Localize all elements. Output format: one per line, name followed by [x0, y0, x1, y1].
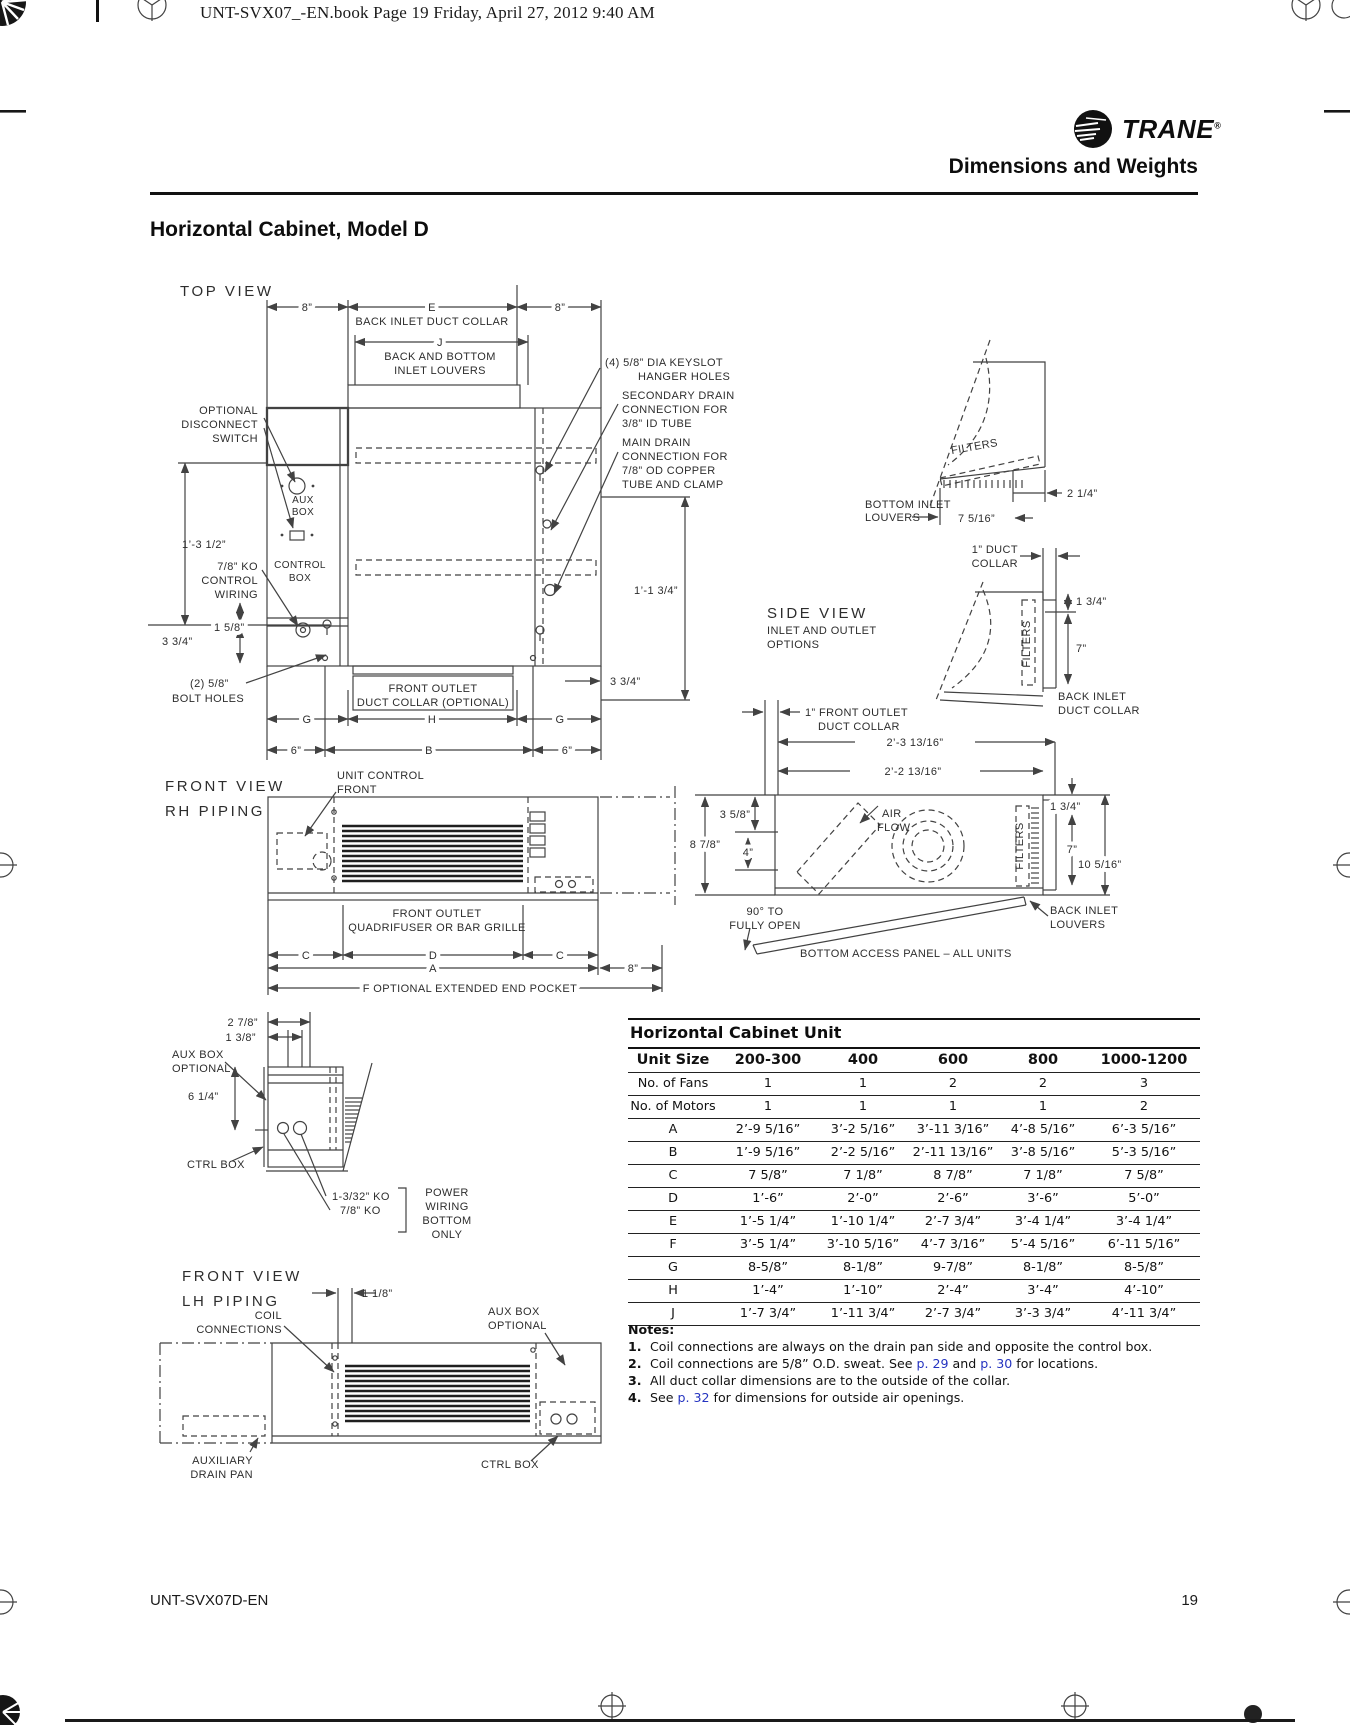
secondary-drain-label: SECONDARY DRAIN [622, 390, 735, 402]
back-inlet-duct-collar-label: BACK INLET [1058, 691, 1127, 703]
fully-open-label: 90° TO [746, 906, 784, 918]
note-text-part: Coil connections are 5/8” O.D. sweat. See [650, 1356, 917, 1371]
edge-target-icon [1333, 1590, 1350, 1614]
filter-door-detail [865, 340, 1098, 525]
table-cell: 2’-11 13/16” [908, 1142, 998, 1165]
note-number: 1. [628, 1339, 642, 1354]
main-drain-label: MAIN DRAIN [622, 437, 691, 449]
edge-target-icon [0, 853, 17, 877]
table-cell: 1 [718, 1096, 818, 1119]
link-p32[interactable]: p. 32 [677, 1390, 710, 1405]
filters-label: FILTERS [950, 437, 999, 458]
keyslot-label: (4) 5/8” DIA KEYSLOT [605, 357, 724, 369]
dim-4: 4” [742, 847, 754, 859]
col-header-200-300: 200-300 [718, 1049, 818, 1073]
table-cell: 8-5/8” [1088, 1257, 1200, 1280]
table-cell: 3’-10 5/16” [818, 1234, 908, 1257]
bolt-holes-label: (2) 5/8” [190, 678, 229, 690]
table-cell: 4’-11 3/4” [1088, 1303, 1200, 1326]
note-number: 3. [628, 1373, 642, 1388]
table-row [628, 1211, 1200, 1234]
table-row [628, 1142, 1200, 1165]
bottom-target-icon [1061, 1692, 1089, 1720]
control-box-label: BOX [288, 573, 312, 584]
front-outlet-grille-label: FRONT OUTLET [392, 908, 482, 920]
registration-target-icon [1292, 0, 1320, 21]
secondary-drain-label: 3/8” ID TUBE [622, 418, 693, 430]
dim-2-3-13-16: 2’-3 13/16” [886, 737, 944, 749]
table-cell: 2’-6” [908, 1188, 998, 1211]
dim-e: E [428, 302, 436, 314]
table-cell: 3’-4 1/4” [998, 1211, 1088, 1234]
dim-8-7-8: 8 7/8” [689, 839, 721, 851]
ctrl-box-label: CTRL BOX [187, 1159, 245, 1171]
front-outlet-collar-label: DUCT COLLAR (OPTIONAL) [356, 697, 510, 709]
note-text-part: for locations. [1012, 1356, 1099, 1371]
filters-label: FILTERS [1021, 620, 1033, 668]
table-cell: 3’-6” [998, 1188, 1088, 1211]
dim-8-left: 8” [301, 302, 313, 314]
note-text-part: and [948, 1356, 981, 1371]
dim-1-3-1-2: 1’-3 1/2” [182, 539, 226, 551]
col-header-400: 400 [818, 1049, 908, 1073]
table-cell: 2 [998, 1073, 1088, 1096]
table-cell: 4’-10” [1088, 1280, 1200, 1303]
table-cell: 3 [1088, 1073, 1200, 1096]
dimensions-table [628, 1018, 1200, 1326]
table-cell: 1’-7 3/4” [718, 1303, 818, 1326]
table-cell: 1’-10” [818, 1280, 908, 1303]
dim-2-1-4: 2 1/4” [1067, 488, 1098, 500]
table-cell: 1 [998, 1096, 1088, 1119]
front-outlet-collar-label: 1” FRONT OUTLET [805, 707, 908, 719]
table-cell: 3’-8 5/16” [998, 1142, 1088, 1165]
trane-wordmark: TRANE® [1122, 113, 1222, 144]
dim-6-1-4: 6 1/4” [188, 1091, 219, 1103]
bolt-holes-label: BOLT HOLES [172, 693, 245, 705]
back-bottom-louvers-label: BACK AND BOTTOM [384, 351, 496, 363]
front-view-lh [160, 1268, 601, 1481]
coil-connections-label: CONNECTIONS [196, 1324, 282, 1336]
secondary-drain-label: CONNECTION FOR [622, 404, 728, 416]
dim-j: J [437, 337, 443, 349]
aux-box-label: BOX [291, 507, 315, 518]
section-heading: Dimensions and Weights [948, 155, 1198, 178]
aux-box-optional-label: AUX BOX [172, 1049, 224, 1061]
side-view-subtitle: OPTIONS [767, 639, 820, 651]
table-cell: 4’-7 3/16” [908, 1234, 998, 1257]
main-drain-label: TUBE AND CLAMP [622, 479, 724, 491]
bottom-scan-bar [65, 1719, 1295, 1722]
dim-3-3-4-right: 3 3/4” [610, 676, 641, 688]
note-item [628, 1390, 1203, 1406]
front-view-rh-title: RH PIPING [165, 803, 266, 820]
table-cell: 9-7/8” [908, 1257, 998, 1280]
knockout-label: 7/8” KO [340, 1205, 381, 1217]
disconnect-switch-label: OPTIONAL [199, 405, 258, 417]
row-label: A [628, 1119, 718, 1142]
dim-8-right: 8” [554, 302, 566, 314]
table-cell: 8 7/8” [908, 1165, 998, 1188]
note-item [628, 1356, 1203, 1372]
table-row [628, 1073, 1200, 1096]
table-cell: 5’-3 5/16” [1088, 1142, 1200, 1165]
table-cell: 1’-11 3/4” [818, 1303, 908, 1326]
row-label: No. of Fans [628, 1073, 718, 1096]
dim-2-2-13-16: 2’-2 13/16” [884, 766, 942, 778]
main-drain-label: 7/8” OD COPPER [622, 465, 716, 477]
table-cell: 2’-7 3/4” [908, 1303, 998, 1326]
keyslot-label: HANGER HOLES [638, 371, 731, 383]
table-row [628, 1234, 1200, 1257]
edge-tick [0, 110, 26, 113]
table-cell: 2’-4” [908, 1280, 998, 1303]
dim-10-5-16: 10 5/16” [1078, 859, 1122, 871]
front-view-rh-title: FRONT VIEW [165, 778, 285, 795]
registered-mark: ® [1214, 119, 1222, 130]
row-label: F [628, 1234, 718, 1257]
side-view-main-linework [600, 700, 1110, 954]
aux-box-optional-label: OPTIONAL [172, 1063, 231, 1075]
table-row [628, 1188, 1200, 1211]
book-header-line: UNT-SVX07_-EN.book Page 19 Friday, April 27, 2012 9:40 AM [200, 3, 655, 22]
table-cell: 2’-0” [818, 1188, 908, 1211]
ko-control-wiring-label: CONTROL [201, 575, 258, 587]
front-outlet-grille-label: QUADRIFUSER OR BAR GRILLE [348, 922, 526, 934]
side-view-options-linework [936, 548, 1080, 706]
front-outlet-collar-label: FRONT OUTLET [388, 683, 478, 695]
registration-partial-circle [1332, 0, 1350, 18]
row-label: H [628, 1280, 718, 1303]
table-cell: 1 [818, 1096, 908, 1119]
dim-a: A [429, 963, 437, 975]
dim-7-top: 7” [1076, 643, 1087, 655]
ko-control-wiring-label: WIRING [214, 589, 258, 601]
table-cell: 1’-10 1/4” [818, 1211, 908, 1234]
row-label: G [628, 1257, 718, 1280]
row-label: B [628, 1142, 718, 1165]
edge-target-icon [1333, 853, 1350, 877]
unit-control-label: FRONT [337, 784, 377, 796]
col-header-800: 800 [998, 1049, 1088, 1073]
table-cell: 1’-4” [718, 1280, 818, 1303]
back-inlet-duct-collar-label: BACK INLET DUCT COLLAR [355, 316, 509, 328]
unit-control-label: UNIT CONTROL [337, 770, 425, 782]
dim-1-5-8: 1 5/8” [214, 622, 245, 634]
notes-section [628, 1322, 1203, 1407]
table-cell: 3’-4 1/4” [1088, 1211, 1200, 1234]
link-p29[interactable]: p. 29 [916, 1356, 949, 1371]
back-bottom-louvers-label: INLET LOUVERS [394, 365, 486, 377]
dim-1-1-3-4: 1’-1 3/4” [634, 585, 678, 597]
dim-b: B [425, 745, 433, 757]
table-cell: 3’-5 1/4” [718, 1234, 818, 1257]
table-cell: 2 [908, 1073, 998, 1096]
dim-g-right: G [555, 714, 565, 726]
main-drain-label: CONNECTION FOR [622, 451, 728, 463]
note-item [628, 1373, 1203, 1389]
registration-pinwheel-icon [0, 0, 26, 26]
dim-7-5-16: 7 5/16” [958, 513, 996, 525]
table-cell: 1 [718, 1073, 818, 1096]
back-inlet-duct-collar-label: DUCT COLLAR [1058, 705, 1140, 717]
table-cell: 6’-3 5/16” [1088, 1119, 1200, 1142]
power-wiring-label: BOTTOM [422, 1215, 472, 1227]
row-label: J [628, 1303, 718, 1326]
auxiliary-drain-pan-label: AUXILIARY [192, 1455, 253, 1467]
table-cell: 7 1/8” [818, 1165, 908, 1188]
note-text: All duct collar dimensions are to the outside of the collar. [650, 1373, 1011, 1388]
dim-1-1-8: 1 1/8” [362, 1288, 393, 1300]
registration-target-icon [138, 0, 166, 21]
dim-c-right: C [555, 950, 565, 962]
aux-box-optional-label: AUX BOX [488, 1306, 540, 1318]
filter-door-linework [912, 340, 1062, 525]
footer-page-number: 19 [1181, 1592, 1198, 1609]
control-box-label: CONTROL [274, 560, 326, 571]
table-cell: 8-1/8” [818, 1257, 908, 1280]
col-header-1000-1200: 1000-1200 [1088, 1049, 1200, 1073]
edge-tick [1324, 110, 1350, 113]
table-row [628, 1280, 1200, 1303]
table-cell: 1 [818, 1073, 908, 1096]
air-flow-label: AIR [882, 808, 902, 820]
fully-open-label: FULLY OPEN [729, 920, 801, 932]
table-cell: 3’-2 5/16” [818, 1119, 908, 1142]
dim-6-left: 6” [290, 745, 302, 757]
notes-heading: Notes: [628, 1322, 675, 1337]
table-cell: 1’-6” [718, 1188, 818, 1211]
registration-pinwheel-icon [0, 1695, 21, 1725]
auxiliary-drain-pan-label: DRAIN PAN [190, 1469, 253, 1481]
aux-box-label: AUX [292, 495, 314, 506]
dim-h: H [427, 714, 437, 726]
side-view-title: SIDE VIEW [767, 605, 868, 622]
aux-box-optional-label: OPTIONAL [488, 1320, 547, 1332]
col-header-unit-size: Unit Size [628, 1049, 718, 1073]
table-cell: 5’-4 5/16” [998, 1234, 1088, 1257]
dim-1-3-4-main: 1 3/4” [1050, 801, 1081, 813]
top-view-diagram [148, 283, 735, 760]
dim-7-main: 7” [1066, 844, 1078, 856]
table-cell: 2 [1088, 1096, 1200, 1119]
side-view-main [600, 700, 1122, 960]
dim-2-7-8: 2 7/8” [227, 1017, 258, 1029]
note-text-part: See [650, 1390, 678, 1405]
table-cell: 4’-8 5/16” [998, 1119, 1088, 1142]
duct-collar-label: COLLAR [971, 558, 1018, 570]
note-text-part: for dimensions for outside air openings. [709, 1390, 965, 1405]
dim-c-left: C [301, 950, 311, 962]
dim-3-3-4-left: 3 3/4” [162, 636, 193, 648]
table-cell: 8-1/8” [998, 1257, 1088, 1280]
bottom-target-icon [598, 1692, 626, 1720]
dim-3-5-8: 3 5/8” [719, 809, 751, 821]
note-number: 2. [628, 1356, 642, 1371]
dim-1-3-8: 1 3/8” [225, 1032, 256, 1044]
side-view-options [767, 544, 1140, 717]
power-wiring-label: POWER [425, 1187, 469, 1199]
table-cell: 5’-0” [1088, 1188, 1200, 1211]
power-wiring-label: ONLY [431, 1229, 463, 1241]
note-number: 4. [628, 1390, 642, 1405]
front-view-lh-title: LH PIPING [182, 1293, 280, 1310]
duct-collar-label: 1” DUCT [971, 544, 1018, 556]
disconnect-switch-label: DISCONNECT [181, 419, 258, 431]
filters-label: FILTERS [1014, 822, 1026, 870]
disconnect-switch-label: SWITCH [212, 433, 258, 445]
front-outlet-collar-label: DUCT COLLAR [818, 721, 900, 733]
back-inlet-louvers-label: LOUVERS [1050, 919, 1106, 931]
table-cell: 1 [908, 1096, 998, 1119]
table-row [628, 1165, 1200, 1188]
table-cell: 6’-11 5/16” [1088, 1234, 1200, 1257]
side-view-subtitle: INLET AND OUTLET [767, 625, 877, 637]
dim-1-3-4-top: 1 3/4” [1076, 596, 1107, 608]
row-label: C [628, 1165, 718, 1188]
table-cell: 1’-5 1/4” [718, 1211, 818, 1234]
table-cell: 1’-9 5/16” [718, 1142, 818, 1165]
knockout-label: 1-3/32” KO [332, 1191, 390, 1203]
dim-g-left: G [302, 714, 312, 726]
col-header-600: 600 [908, 1049, 998, 1073]
dim-f-end-pocket: F OPTIONAL EXTENDED END POCKET [362, 983, 578, 995]
table-cell: 3’-4” [998, 1280, 1088, 1303]
front-view-lh-title: FRONT VIEW [182, 1268, 302, 1285]
edge-target-icon [0, 1590, 17, 1614]
table-title: Horizontal Cabinet Unit [628, 1020, 1200, 1049]
note-text: Coil connections are always on the drain pan side and opposite the control box. [650, 1339, 1153, 1354]
front-view-rh [165, 770, 662, 995]
table-cell: 7 5/8” [1088, 1165, 1200, 1188]
table-row [628, 1119, 1200, 1142]
dim-d: D [428, 950, 438, 962]
footer-document-number: UNT-SVX07D-EN [150, 1592, 269, 1609]
note-text [650, 1356, 1195, 1372]
row-label: D [628, 1188, 718, 1211]
air-flow-label: FLOW [877, 822, 911, 834]
table-cell: 7 1/8” [998, 1165, 1088, 1188]
link-p30[interactable]: p. 30 [980, 1356, 1013, 1371]
ctrl-box-label: CTRL BOX [481, 1459, 539, 1471]
table-cell: 3’-3 3/4” [998, 1303, 1088, 1326]
table-cell: 2’-9 5/16” [718, 1119, 818, 1142]
bottom-inlet-louvers-label: BOTTOM INLET [865, 499, 951, 511]
top-view-title: TOP VIEW [180, 283, 274, 300]
end-pocket-detail [172, 1012, 472, 1241]
note-item [628, 1339, 1203, 1355]
coil-connections-label: COIL [254, 1310, 282, 1322]
back-inlet-louvers-label: BACK INLET [1050, 905, 1119, 917]
bottom-inlet-louvers-label: LOUVERS [865, 512, 921, 524]
dim-8: 8” [627, 963, 639, 975]
row-label: E [628, 1211, 718, 1234]
dim-6-right: 6” [561, 745, 573, 757]
table-cell: 2’-2 5/16” [818, 1142, 908, 1165]
power-wiring-label: WIRING [425, 1201, 469, 1213]
bottom-access-panel-label: BOTTOM ACCESS PANEL – ALL UNITS [800, 948, 1012, 960]
table-cell: 7 5/8” [718, 1165, 818, 1188]
table-row [628, 1096, 1200, 1119]
row-label: No. of Motors [628, 1096, 718, 1119]
ko-control-wiring-label: 7/8” KO [217, 561, 258, 573]
note-text [650, 1390, 1195, 1406]
table-header-row [628, 1049, 1200, 1073]
table-cell: 8-5/8” [718, 1257, 818, 1280]
table-cell: 2’-7 3/4” [908, 1211, 998, 1234]
table-row [628, 1257, 1200, 1280]
page-title: Horizontal Cabinet, Model D [150, 218, 429, 241]
table-cell: 3’-11 3/16” [908, 1119, 998, 1142]
